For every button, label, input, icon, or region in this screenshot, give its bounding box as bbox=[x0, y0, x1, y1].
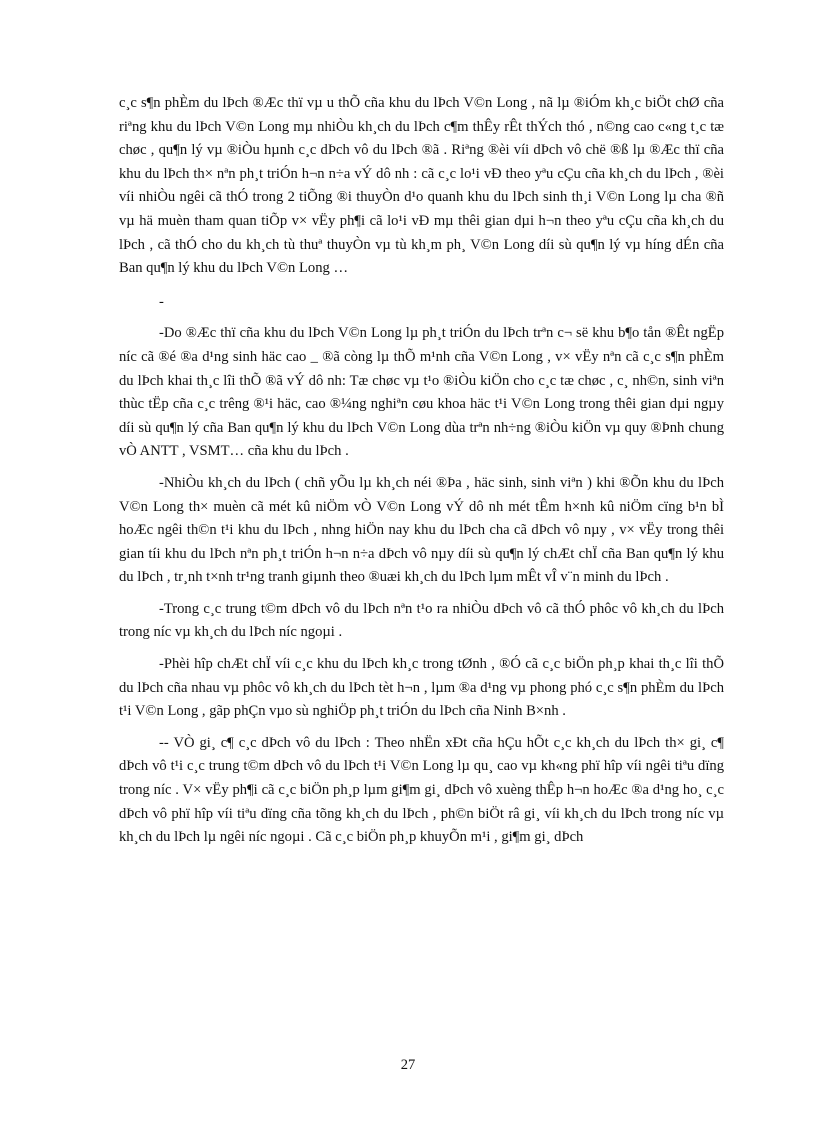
paragraph-3: -NhiÒu kh¸ch du lÞch ( chñ yÕu lµ kh¸ch néi ®Þa , häc sinh, sinh viªn ) khi ®Õn khu du lÞch V©n Long th× muèn cã mét kû niÖm vÒ V©n Long vÝ dô nh mét tÊm h×nh kû niÖm cïng b¹n bÌ hoÆc ngêi th©n t¹i khu du lÞch , nhng hiÖn nay khu du lÞch cha cã dÞch vô nµy , v× vËy trong thêi gian tíi khu du lÞch nªn ph¸t triÓn h¬n n÷a dÞch vô nµy díi sù qu¶n lý chÆt chÏ cña Ban qu¶n lý khu du lÞch , tr¸nh t×nh tr¹ng tranh giµnh theo ®uæi kh¸ch du lÞch lµm mÊt vÎ v¨n minh du lÞch . bbox=[119, 474, 724, 586]
paragraph-2: -Do ®Æc thï cña khu du lÞch V©n Long lµ ph¸t triÓn du lÞch trªn c¬ së khu b¶o tån ®Êt ngËp níc cã ®é ®a d¹ng sinh häc cao _ ®ã còng lµ thÕ m¹nh cña V©n Long , v× vËy nªn cã c¸c s¶n phÈm du lÞch khai th¸c lîi thÕ ®ã vÝ dô nh: Tæ chøc vµ t¹o ®iÒu kiÖn cho c¸c tæ chøc , c¸ nh©n, sinh viªn thùc tËp cña c¸c trêng ®¹i häc, cao ®¼ng nghiªn cøu khoa häc t¹i V©n Long trong thêi gian dµi ngµy díi sù qu¶n lý cña Ban qu¶n lý khu du lÞch V©n Long dùa trªn nh÷ng ®iÒu kiÖn vµ quy ®Þnh chung vÒ ANTT , VSMT… cña khu du lÞch . bbox=[119, 325, 724, 460]
paragraph-4: -Trong c¸c trung t©m dÞch vô du lÞch nªn t¹o ra nhiÒu dÞch vô cã thÓ phôc vô kh¸ch du lÞch trong níc vµ kh¸ch du lÞch níc ngoµi . bbox=[119, 600, 724, 641]
paragraph-1: c¸c s¶n phÈm du lÞch ®Æc thï vµ u thÕ cña khu du lÞch V©n Long , nã lµ ®iÓm kh¸c biÖt chØ cña riªng khu du lÞch V©n Long mµ nhiÒu kh¸ch du lÞch c¶m thÊy rÊt thÝch thó , n©ng cao c«ng t¸c tæ chøc , qu¶n lý vµ ®iÒu hµnh c¸c dÞch vô du lÞch ®ã . Riªng ®èi víi dÞch vô chë ®ß lµ ®Æc thï cña khu du lÞch th× nªn ph¸t triÓn h¬n n÷a vÝ dô nh : cã c¸c lo¹i vÐ theo yªu cÇu cña kh¸ch du lÞch , ®èi víi nhiÒu ngêi cã thÓ trong 2 tiÕng ®i thuyÒn d¹o quanh khu du lÞch sinh th¸i V©n Long lµ cha ®ñ vµ hä muèn tham quan tiÕp v× vËy ph¶i cã lo¹i vÐ mµ thêi gian dµi h¬n theo yªu cÇu cña kh¸ch du lÞch , cã thÓ cho du kh¸ch tù thuª thuyÒn vµ tù kh¸m ph¸ V©n Long díi sù qu¶n lý vµ híng dÉn cña Ban qu¶n lý khu du lÞch V©n Long … bbox=[119, 95, 724, 277]
body-text bbox=[119, 92, 724, 850]
paragraph-dash: - bbox=[159, 293, 164, 310]
page-number: 27 bbox=[400, 1057, 416, 1073]
paragraph-6: -- VÒ gi¸ c¶ c¸c dÞch vô du lÞch : Theo nhËn xÐt cña hÇu hÕt c¸c kh¸ch du lÞch th× gi¸ c¶ dÞch vô t¹i c¸c trung t©m dÞch vô du lÞch t¹i V©n Long lµ qu¸ cao vµ kh«ng phï hîp víi ngêi tiªu dïng trong níc . V× vËy ph¶i cã c¸c biÖn ph¸p lµm gi¶m gi¸ dÞch vô xuèng thÊp h¬n hoÆc ®a d¹ng ho¸ c¸c dÞch vô phï hîp víi tiªu dïng cña tõng kh¸ch du lÞch , ph©n biÖt râ gi¸ víi kh¸ch du lÞch trong níc vµ kh¸ch du lÞch lµ ngêi níc ngoµi . Cã c¸c biÖn ph¸p khuyÕn m¹i , gi¶m gi¸ dÞch bbox=[119, 734, 724, 846]
paragraph-5: -Phèi hîp chÆt chÏ víi c¸c khu du lÞch kh¸c trong tØnh , ®Ó cã c¸c biÖn ph¸p khai th¸c lîi thÕ du lÞch cña nhau vµ phôc vô kh¸ch du lÞch tèt h¬n , lµm ®a d¹ng vµ phong phó c¸c s¶n phÈm du lÞch t¹i V©n Long , gãp phÇn vµo sù nghiÖp ph¸t triÓn du lÞch cña Ninh B×nh . bbox=[119, 656, 724, 720]
